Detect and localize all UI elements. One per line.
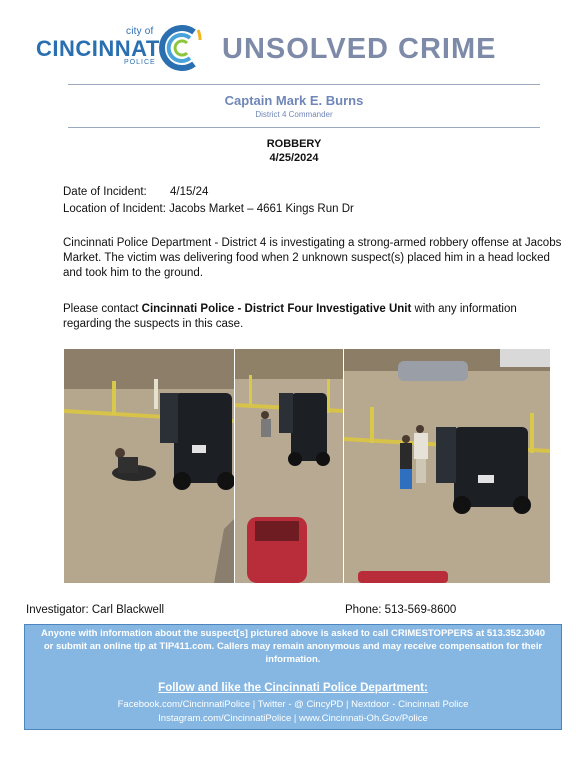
contact-pre: Please contact	[63, 303, 142, 315]
social-links-line-1: Facebook.com/CincinnatiPolice | Twitter - @ CincyPD | Nextdoor - Cincinnati Police	[117, 699, 469, 710]
logo-city-text: city of	[126, 26, 154, 37]
surveillance-photo-1	[64, 349, 234, 583]
logo-name-text: CINCINNATI	[36, 36, 167, 61]
contact-paragraph	[63, 302, 563, 332]
investigator-phone: Phone: 513-569-8600	[345, 604, 457, 616]
contact-post: with any information regarding the suspects in this case.	[63, 303, 517, 330]
crime-type: ROBBERY	[266, 138, 322, 150]
top-divider	[68, 84, 540, 85]
social-links-line-2: Instagram.com/CincinnatiPolice | www.Cincinnati-Oh.Gov/Police	[158, 713, 428, 724]
tip-text: Anyone with information about the suspect[s] pictured above is asked to call CRIMESTOPPERS at 513.352.3040 or submit an online tip at TIP411.com. Callers may remain anonymous and may receive compensation for their information.	[41, 628, 545, 665]
description-paragraph: Cincinnati Police Department - District 4 is investigating a strong-armed robbery offense at Jacobs Market. The victim was delivering food when 2 unknown suspect(s) placed him in a head locked and took him to the ground.	[63, 237, 562, 279]
logo-police-text: POLICE	[124, 59, 156, 66]
logo-c-swirl-icon	[154, 24, 206, 72]
crimestoppers-banner	[24, 624, 562, 730]
follow-heading: Follow and like the Cincinnati Police Department:	[158, 682, 428, 694]
surveillance-photo-2	[235, 349, 343, 583]
surveillance-photo-3	[344, 349, 550, 583]
commander-name: Captain Mark E. Burns	[224, 93, 364, 108]
incident-date-value: 4/15/24	[170, 186, 209, 198]
incident-location: Location of Incident: Jacobs Market – 4661 Kings Run Dr	[63, 203, 354, 215]
crime-report-date: 4/25/2024	[269, 152, 319, 164]
commander-role: District 4 Commander	[255, 110, 333, 119]
cincinnati-police-logo	[36, 24, 206, 72]
investigator-name: Investigator: Carl Blackwell	[26, 604, 165, 616]
contact-unit: Cincinnati Police - District Four Investigative Unit	[141, 303, 412, 315]
incident-date-label: Date of Incident:	[63, 186, 147, 198]
bottom-divider	[68, 127, 540, 128]
page-title: UNSOLVED CRIME	[222, 33, 497, 65]
